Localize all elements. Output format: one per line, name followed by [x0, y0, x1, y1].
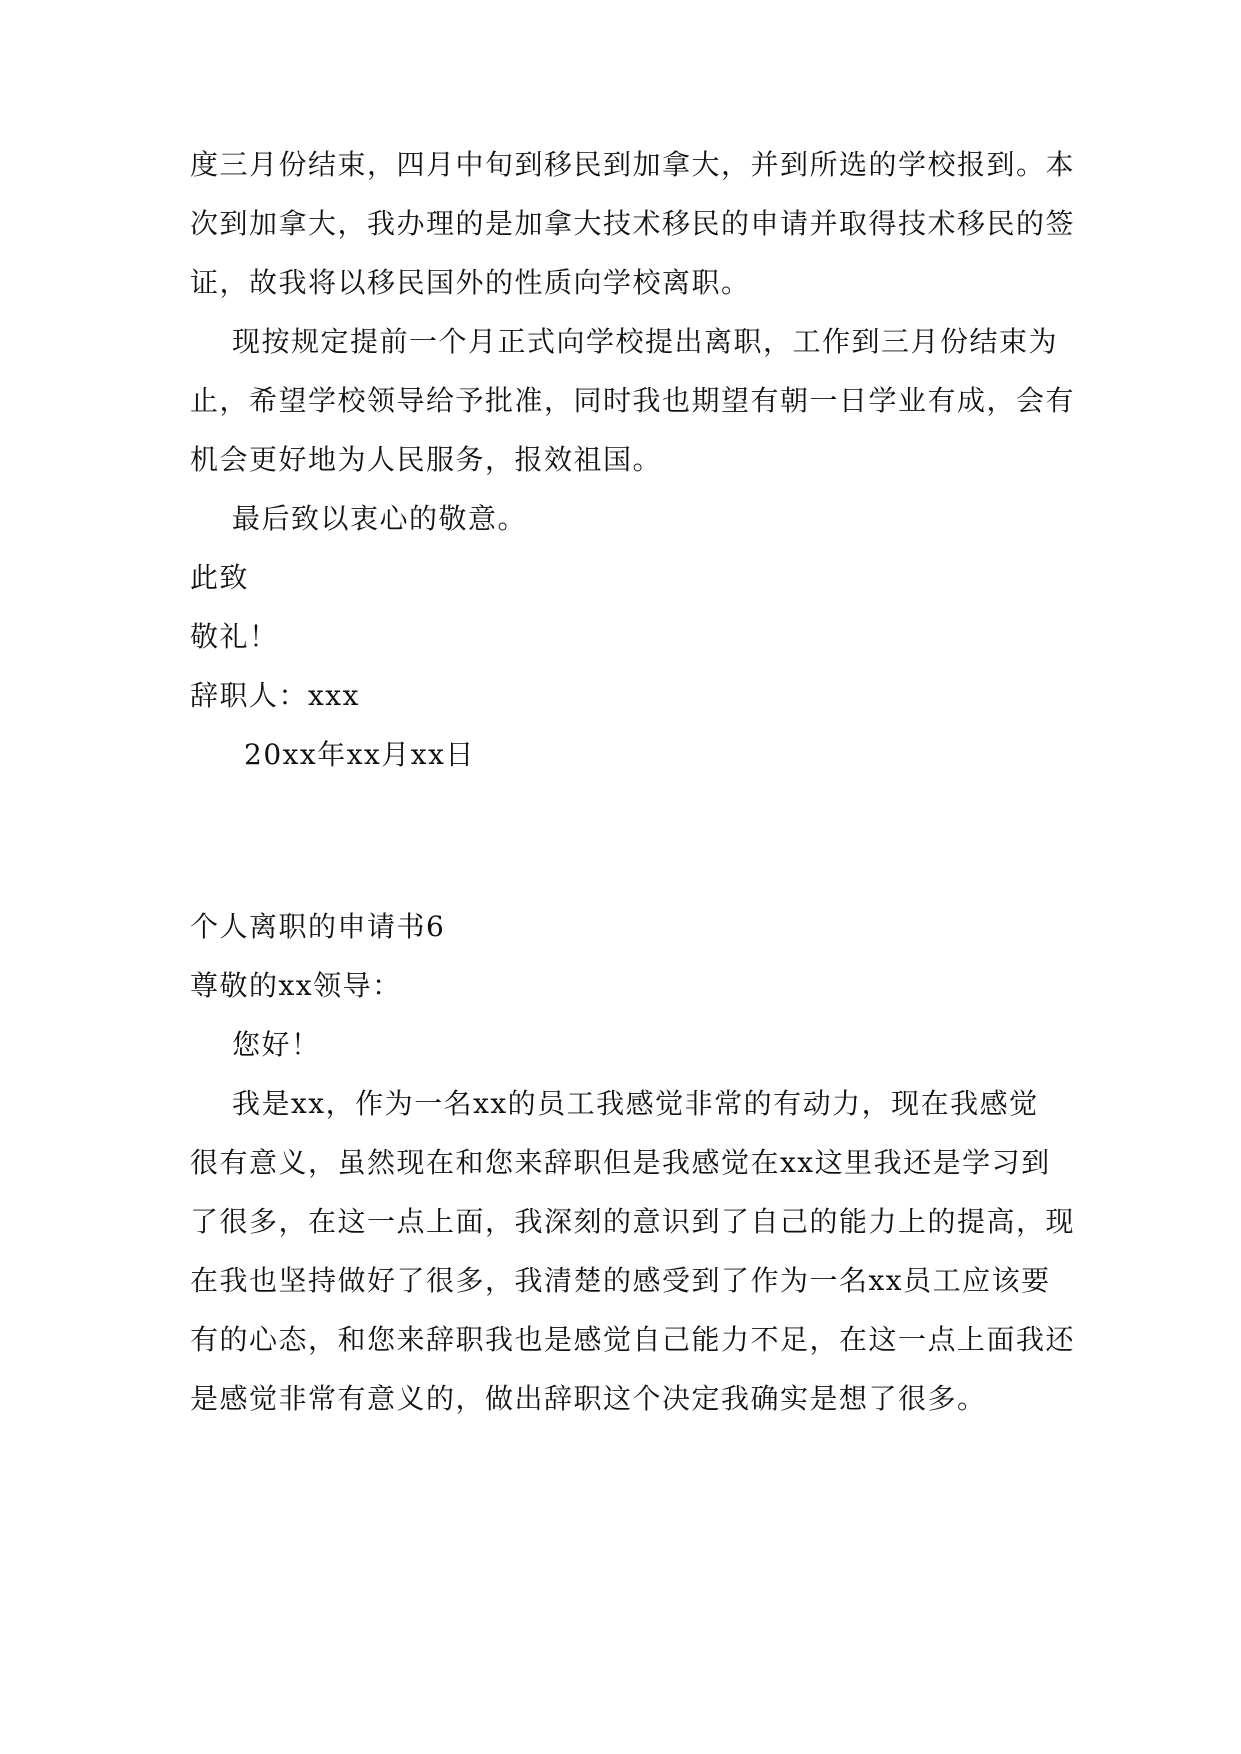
paragraph-line: 证，故我将以移民国外的性质向学校离职。 — [190, 266, 751, 299]
closing-line: 最后致以衷心的敬意。 — [232, 502, 528, 535]
paragraph-line: 很有意义，虽然现在和您来辞职但是我感觉在xx这里我还是学习到 — [190, 1146, 1051, 1179]
paragraph-line: 度三月份结束，四月中旬到移民到加拿大，并到所选的学校报到。本 — [190, 148, 1076, 181]
salutation-line: 敬礼！ — [190, 620, 279, 653]
paragraph-line: 是感觉非常有意义的，做出辞职这个决定我确实是想了很多。 — [190, 1382, 987, 1415]
recipient-line: 尊敬的xx领导： — [190, 969, 402, 1002]
paragraph-line: 止，希望学校领导给予批准，同时我也期望有朝一日学业有成，会有 — [190, 384, 1076, 417]
section-title: 个人离职的申请书6 — [190, 910, 446, 943]
paragraph-line: 次到加拿大，我办理的是加拿大技术移民的申请并取得技术移民的签 — [190, 207, 1076, 240]
greeting-line: 您好！ — [232, 1028, 321, 1061]
paragraph-line: 在我也坚持做好了很多，我清楚的感受到了作为一名xx员工应该要 — [190, 1264, 1051, 1297]
paragraph-line: 我是xx，作为一名xx的员工我感觉非常的有动力，现在我感觉 — [232, 1087, 1039, 1120]
date-line: 20xx年xx月xx日 — [244, 738, 475, 771]
paragraph-line: 现按规定提前一个月正式向学校提出离职，工作到三月份结束为 — [232, 325, 1059, 358]
signature-line: 辞职人：xxx — [190, 679, 360, 712]
paragraph-line: 机会更好地为人民服务，报效祖国。 — [190, 443, 663, 476]
paragraph-line: 了很多，在这一点上面，我深刻的意识到了自己的能力上的提高，现 — [190, 1205, 1076, 1238]
salutation-line: 此致 — [190, 561, 250, 594]
paragraph-line: 有的心态，和您来辞职我也是感觉自己能力不足，在这一点上面我还 — [190, 1323, 1076, 1356]
